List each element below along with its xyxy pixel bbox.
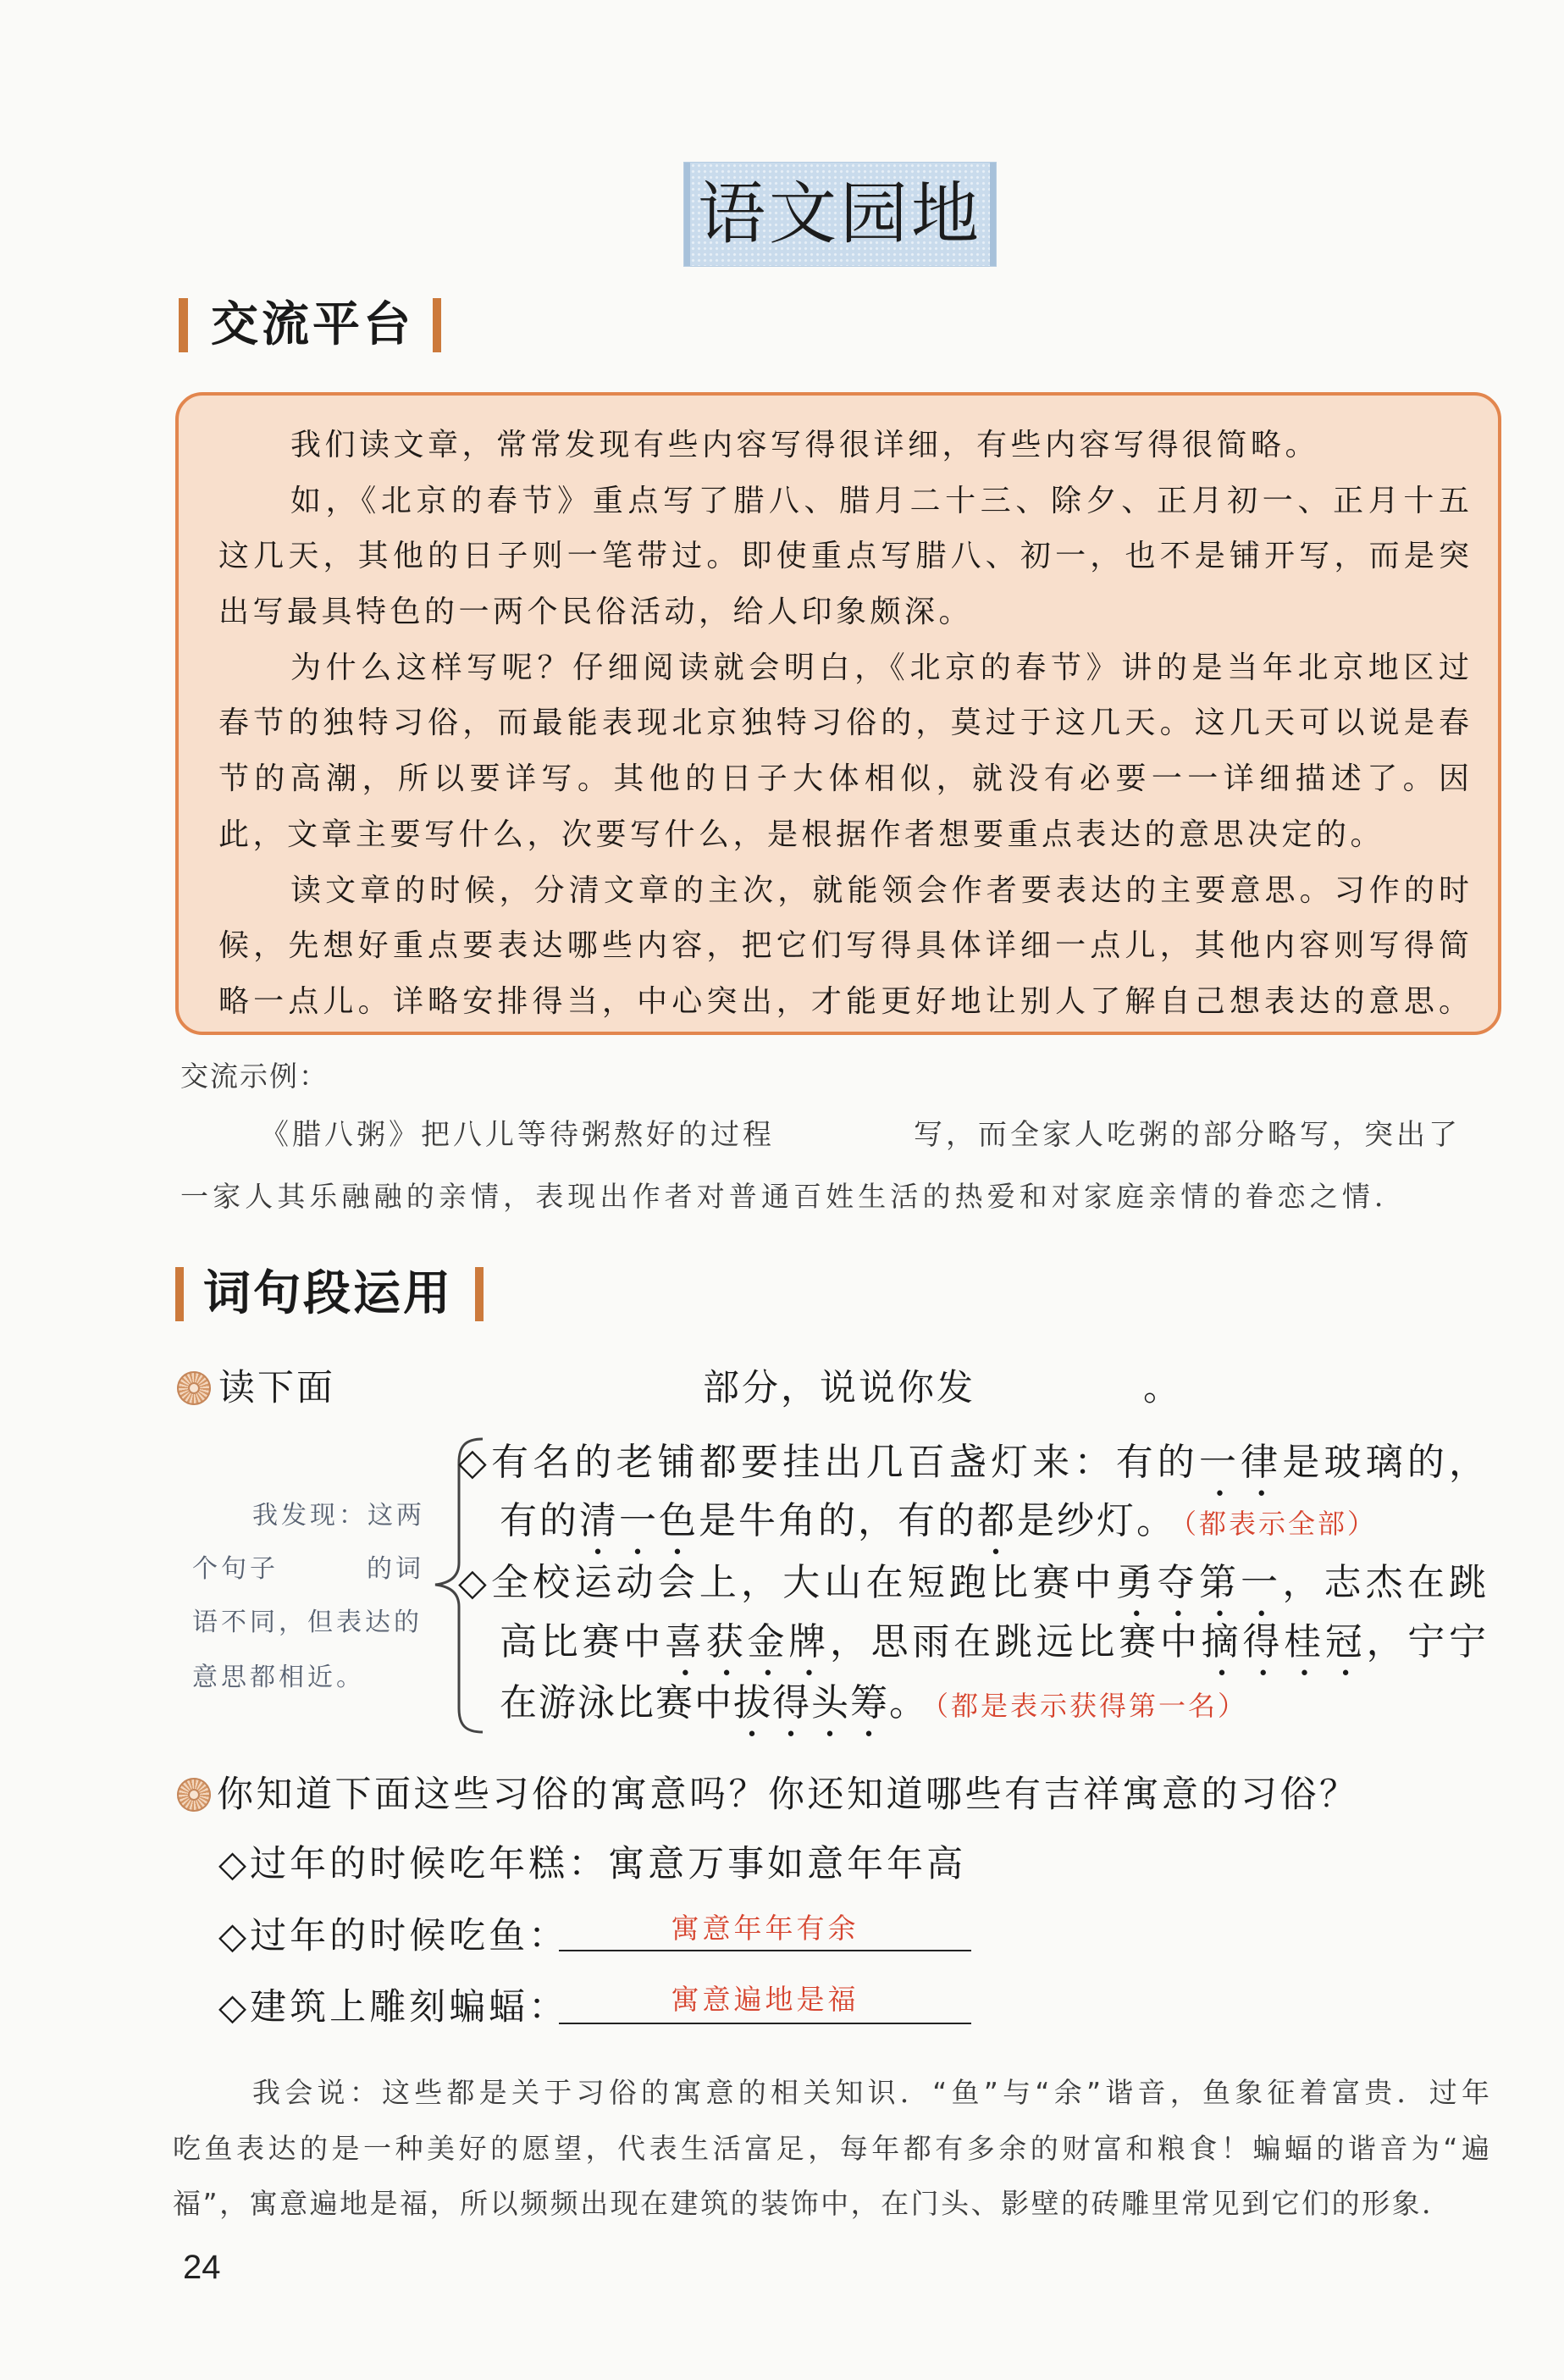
task1-prompt-end: 。 <box>1143 1367 1182 1409</box>
speech-line: 我会说：这些都是关于习俗的寓意的相关知识．“鱼”与“余”谐音，鱼象征着富贵．过年 <box>252 2076 1489 2109</box>
task1-prompt-start: 读下面 <box>218 1367 335 1409</box>
emphasized-word: 勇夺第一 <box>1115 1561 1283 1604</box>
answer-text: 寓意遍地是福 <box>671 1983 859 2016</box>
sentence-text: 是纱灯。 <box>1017 1499 1176 1542</box>
paragraph-line: 出写最具特色的一两个民俗活动，给人印象颇深。 <box>218 595 974 630</box>
flower-bullet-icon <box>177 1778 211 1812</box>
heading-bar-right <box>433 298 441 352</box>
speech-line: 吃鱼表达的是一种美好的愿望，代表生活富足，每年都有多余的财富和粮食！蝙蝠的谐音为“遍 <box>173 2132 1489 2165</box>
custom-item: ◇过年的时候吃年糕：寓意万事如意年年高 <box>218 1843 967 1885</box>
example-label: 交流示例： <box>180 1060 329 1093</box>
sentence-text: 是牛角的，有的 <box>699 1499 977 1542</box>
answer-underline <box>559 2023 971 2024</box>
paragraph-line: 春节的独特习俗，而最能表现北京独特习俗的，莫过于这几天。这几天可以说是春 <box>218 706 1469 741</box>
note-line: 我发现：这两 <box>252 1501 425 1530</box>
sentence-text: ◇有名的老铺都要挂出几百盏灯来：有的 <box>458 1441 1199 1484</box>
note-line: 意思都相近。 <box>192 1663 365 1692</box>
red-annotation: （都是表示获得第一名） <box>935 1690 1248 1722</box>
sentence-text: 是玻璃的， <box>1282 1441 1487 1484</box>
note-line-before-blank: 个句子 <box>192 1554 279 1584</box>
example-line2: 一家人其乐融融的亲情，表现出作者对普通百姓生活的热爱和对家庭亲情的眷恋之情． <box>180 1180 1402 1213</box>
paragraph-line: 节的高潮，所以要详写。其他的日子大体相似，就没有必要一一详细描述了。因 <box>218 761 1469 797</box>
paragraph-line: 候，先想好重点要表达哪些内容，把它们写得具体详细一点儿，其他内容则写得简 <box>218 928 1469 964</box>
paragraph-line: 为什么这样写呢？仔细阅读就会明白，《北京的春节》讲的是当年北京地区过 <box>290 650 1469 685</box>
sentence1-line1 <box>458 1437 1486 1505</box>
speech-line: 福”，寓意遍地是福，所以频频出现在建筑的装饰中，在门头、影壁的砖雕里常见到它们的形象． <box>173 2187 1452 2220</box>
answer-text: 寓意年年有余 <box>671 1912 859 1945</box>
example-line1-after-blank: 写，而全家人吃粥的部分略写，突出了 <box>914 1118 1461 1152</box>
sentence-text: 。 <box>889 1681 928 1724</box>
emphasized-word: 清一色 <box>579 1499 699 1542</box>
flower-bullet-icon <box>177 1371 211 1405</box>
red-annotation: （都表示全部） <box>1183 1508 1378 1540</box>
sentence2-line1 <box>458 1558 1486 1625</box>
emphasized-word: 喜获金牌 <box>664 1620 830 1663</box>
sentence1-line2 <box>500 1496 1377 1564</box>
paragraph-line: 略一点儿。详略安排得当，中心突出，才能更好地让别人了解自己想表达的意思。 <box>218 983 1469 1019</box>
sentence2-line2 <box>500 1617 1486 1685</box>
section-heading-usage: 词句段运用 <box>203 1266 453 1321</box>
custom-item: ◇建筑上雕刻蝙蝠： <box>218 1986 569 2029</box>
emphasized-word: 都 <box>977 1499 1017 1542</box>
note-line: 语不同，但表达的 <box>192 1608 423 1637</box>
note-line-after-blank: 的词 <box>367 1554 424 1584</box>
exchange-paragraphs <box>218 418 1469 1030</box>
example-line1-before-blank: 《腊八粥》把八儿等待粥熬好的过程 <box>260 1118 775 1152</box>
sentence-text: 有的 <box>500 1499 579 1542</box>
emphasized-word: 一律 <box>1198 1441 1283 1484</box>
heading-bar-right <box>475 1267 484 1321</box>
paragraph-line: 此，文章主要写什么，次要写什么，是根据作者想要重点表达的意思决定的。 <box>218 816 1385 852</box>
heading-bar-left <box>175 1267 184 1321</box>
section-heading-exchange: 交流平台 <box>211 297 414 352</box>
sentence-text: 在游泳比赛中 <box>500 1681 733 1724</box>
sentence-text: ◇全校运动会上，大山在短跑比赛中 <box>458 1561 1116 1604</box>
task2-prompt: 你知道下面这些习俗的寓意吗？你还知道哪些有吉祥寓意的习俗？ <box>217 1774 1359 1816</box>
custom-item: ◇过年的时候吃鱼： <box>218 1915 569 1957</box>
sentence2-line3 <box>500 1678 1247 1746</box>
emphasized-word: 摘得桂冠 <box>1201 1620 1367 1663</box>
answer-underline <box>559 1950 971 1951</box>
paragraph-line: 我们读文章，常常发现有些内容写得很详细，有些内容写得很简略。 <box>290 428 1320 462</box>
paragraph-line: 如，《北京的春节》重点写了腊八、腊月二十三、除夕、正月初一、正月十五 <box>290 483 1469 518</box>
paragraph-line: 读文章的时候，分清文章的主次，就能领会作者要表达的主要意思。习作的时 <box>290 872 1469 908</box>
sentence-text: 高比赛中 <box>500 1620 665 1663</box>
page-title: 语文园地 <box>698 174 982 253</box>
heading-bar-left <box>179 298 188 352</box>
paragraph-line: 这几天，其他的日子则一笔带过。即使重点写腊八、初一，也不是铺开写，而是突 <box>218 539 1469 574</box>
task1-prompt-middle: 部分，说说你发 <box>703 1367 975 1409</box>
emphasized-word: 拔得头筹 <box>733 1681 889 1724</box>
page-number: 24 <box>183 2249 221 2286</box>
title-banner <box>684 163 996 266</box>
sentence-text: ，志杰在跳 <box>1282 1561 1487 1604</box>
sentence-text: ，宁宁 <box>1366 1620 1487 1663</box>
sentence-text: ，思雨在跳远比赛中 <box>829 1620 1202 1663</box>
